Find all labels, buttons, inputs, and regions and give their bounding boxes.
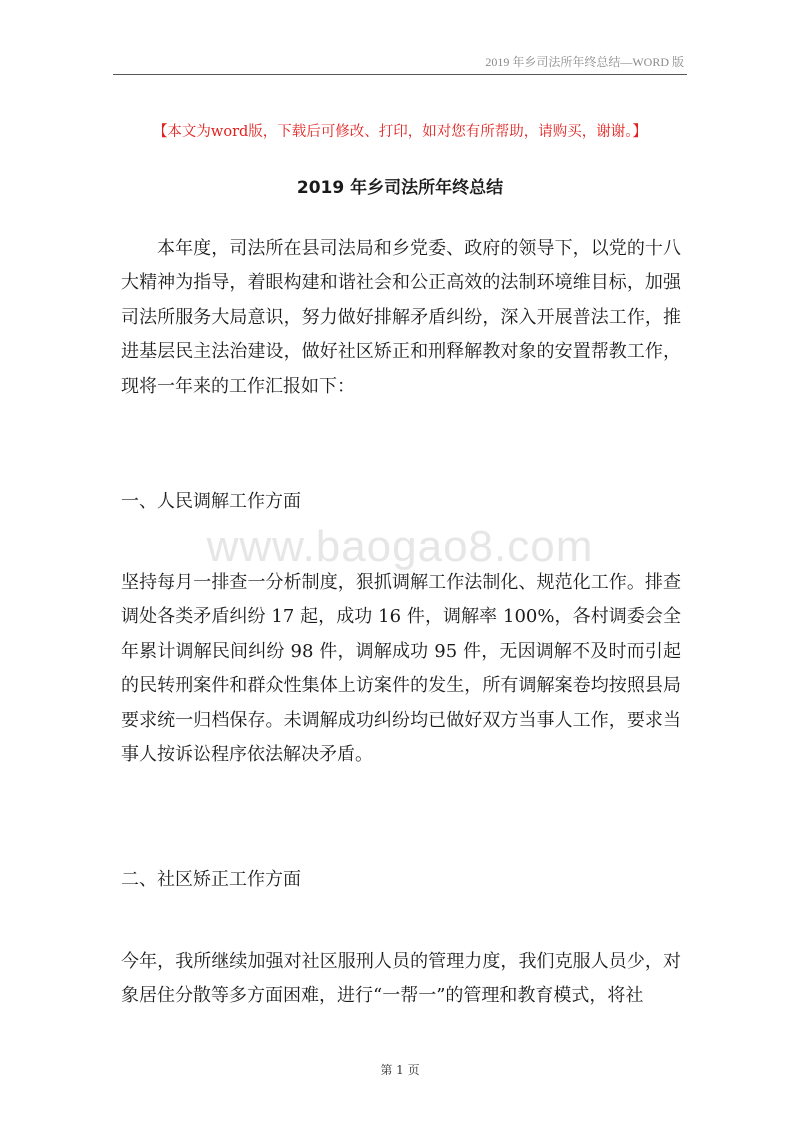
purchase-notice: 【本文为word版，下载后可修改、打印，如对您有所帮助，请购买，谢谢。】 bbox=[152, 124, 648, 140]
intro-paragraph: 本年度，司法所在县司法局和乡党委、政府的领导下，以党的十八大精神为指导，着眼构建和谐社会和公正高效的法制环境维目标，加强司法所服务大局意识，努力做好排解矛盾纠纷，深入开展普法工作，推进基层民主法治建设，做好社区矫正和刑释解教对象的安置帮教工作，现将一年来的工作汇报如下： bbox=[121, 238, 681, 397]
section-heading-correction: 二、社区矫正工作方面 bbox=[121, 869, 301, 890]
section-heading-mediation: 一、人民调解工作方面 bbox=[121, 491, 301, 512]
mediation-paragraph: 坚持每月一排查一分析制度，狠抓调解工作法制化、规范化工作。排查调处各类矛盾纠纷 17 起，成功 16 件，调解率 100%，各村调委会全年累计调解民间纠纷 98 件，调解成功 95 件，无因调解不及时而引起的民转刑案件和群众性集体上访案件的发生，所有调解案卷均按照县局要求统一归档保存。未调解成功纠纷均已做好双方当事人工作，要求当事人按诉讼程序依法解决矛盾。 bbox=[121, 572, 681, 766]
correction-paragraph: 今年，我所继续加强对社区服刑人员的管理力度，我们克服人员少，对象居住分散等多方面困难，进行“一帮一”的管理和教育模式，将社 bbox=[121, 951, 681, 1007]
document-title: 2019 年乡司法所年终总结 bbox=[296, 178, 504, 198]
header-divider bbox=[113, 74, 687, 75]
page-number: 第 1 页 bbox=[380, 1063, 420, 1077]
running-header: 2019 年乡司法所年终总结—WORD 版 bbox=[485, 55, 684, 69]
watermark: www.baogao8.com bbox=[206, 522, 594, 571]
